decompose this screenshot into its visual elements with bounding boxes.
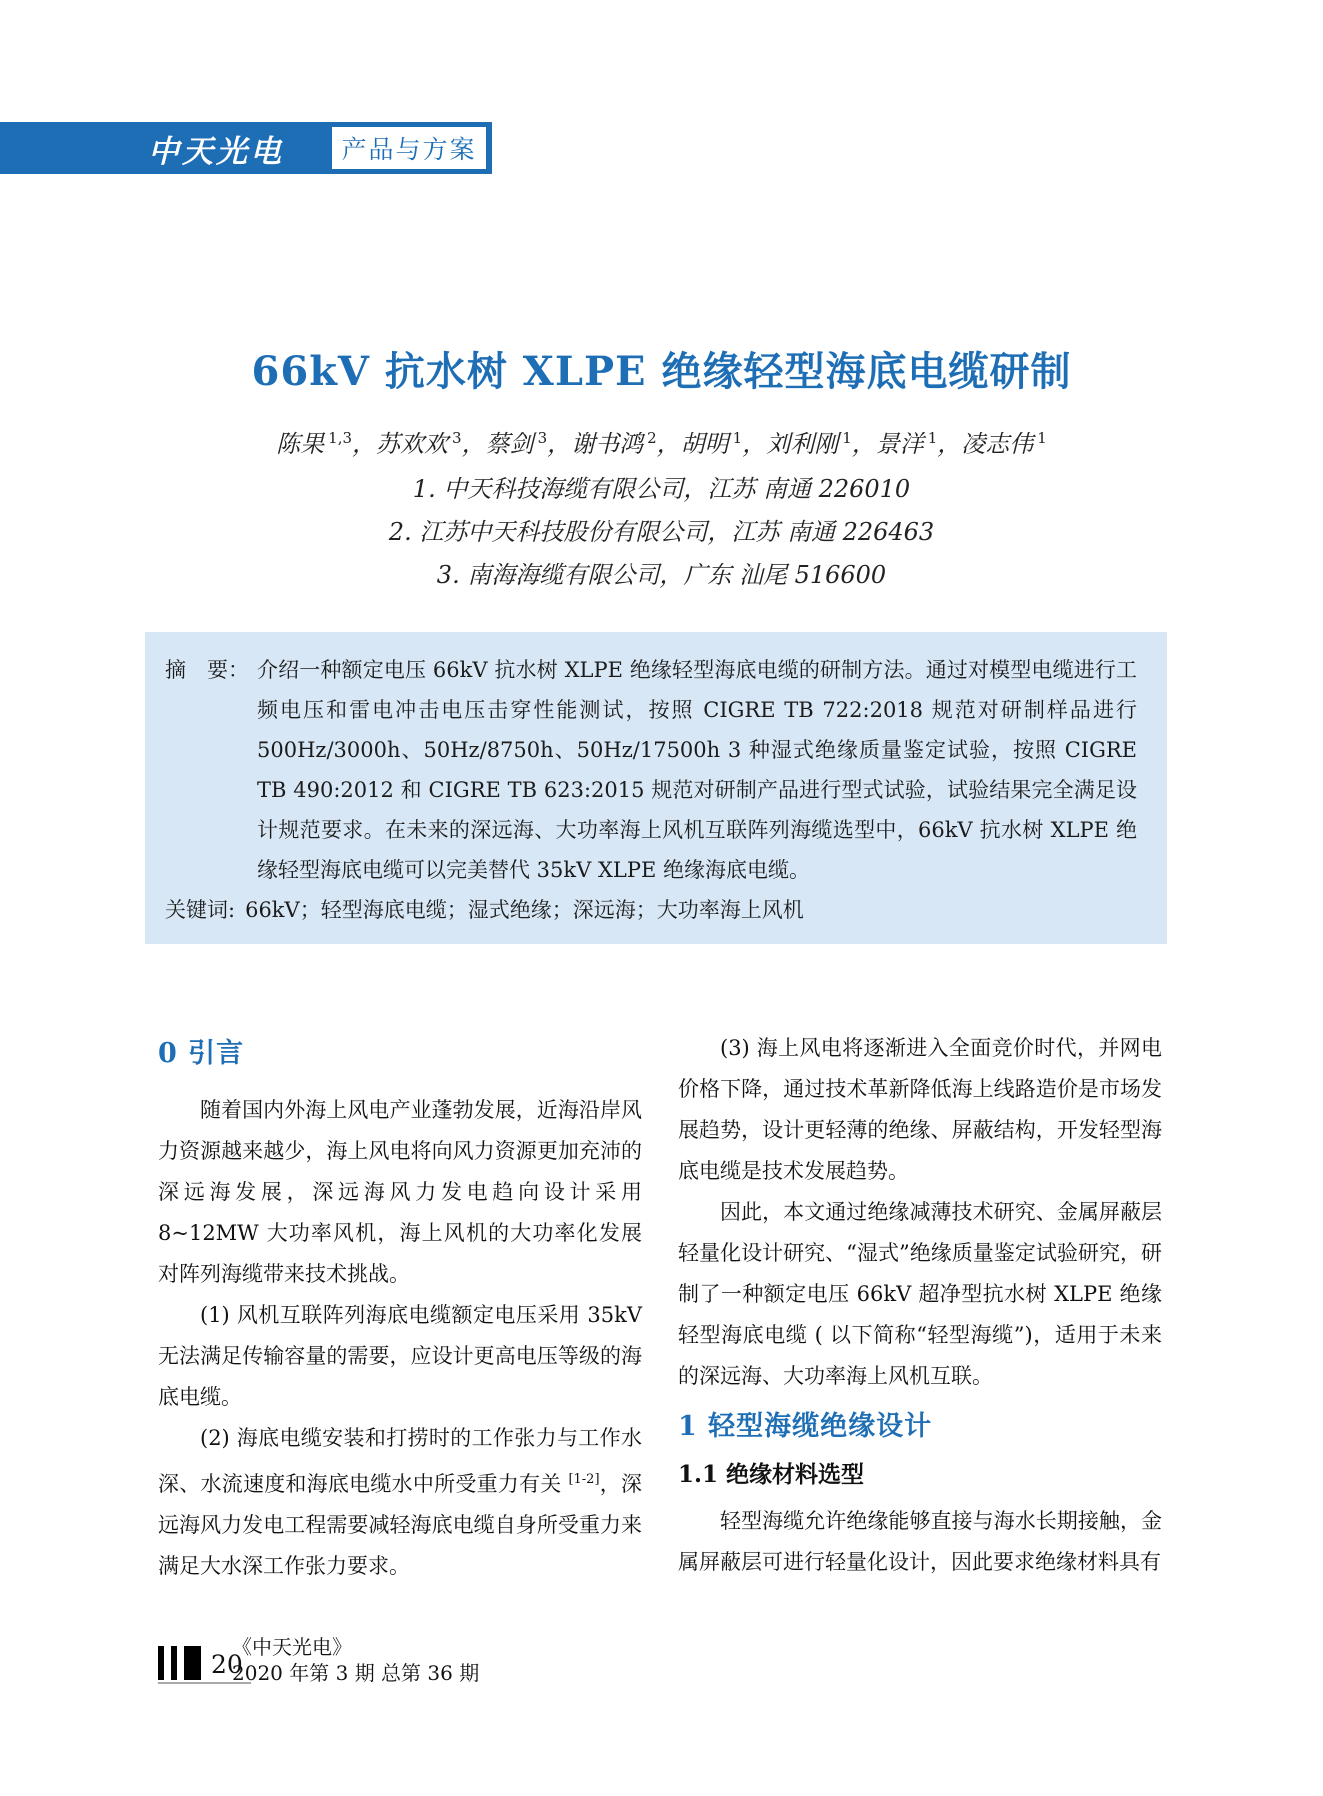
- author-superscript: 3: [452, 429, 462, 447]
- author-name: 蔡剑: [485, 430, 534, 458]
- paragraph: [158, 1418, 642, 1587]
- paragraph: 随着国内外海上风电产业蓬勃发展，近海沿岸风力资源越来越少，海上风电将向风力资源更加充沛的深远海发展，深远海风力发电趋向设计采用 8~12MW 大功率风机，海上风机的大功率化发展对阵列海缆带来技术挑战。: [158, 1098, 642, 1286]
- column-tab: 产品与方案: [332, 127, 486, 169]
- author-superscript: 3: [537, 429, 548, 447]
- author: [571, 430, 657, 458]
- author: [681, 430, 743, 458]
- affiliation-line: 2. 江苏中天科技股份有限公司，江苏 南通 226463: [388, 518, 935, 546]
- author: [486, 430, 548, 458]
- abstract-box: [145, 632, 1167, 944]
- affiliations: [0, 468, 1323, 597]
- paragraph: (1) 风机互联阵列海底电缆额定电压采用 35kV 无法满足传输容量的需要，应设计更高电压等级的海底电缆。: [158, 1303, 642, 1409]
- author: [376, 430, 462, 458]
- paragraph: (3) 海上风电将逐渐进入全面竞价时代，并网电价格下降，通过技术革新降低海上线路造价是市场发展趋势，设计更轻薄的绝缘、屏蔽结构，开发轻型海底电缆是技术发展趋势。: [678, 1036, 1162, 1183]
- author-name: 胡明: [680, 430, 729, 458]
- author-separator: ，: [656, 430, 681, 458]
- author-name: 景洋: [875, 430, 924, 458]
- author-separator: ，: [937, 430, 962, 458]
- section-heading-insulation-design: 1 轻型海缆绝缘设计: [678, 1411, 933, 1442]
- author-superscript: 1: [927, 429, 938, 447]
- author: [876, 430, 938, 458]
- authors-line: [0, 424, 1323, 459]
- author-name: 凌志伟: [961, 430, 1034, 458]
- author-separator: ，: [547, 430, 572, 458]
- author-separator: ，: [851, 430, 876, 458]
- paragraph-text: (2) 海底电缆安装和打捞时的工作张力与工作水深、水流速度和海底电缆水中所受重力有关: [158, 1426, 642, 1496]
- author-name: 谢书鸿: [571, 430, 644, 458]
- paragraph: 因此，本文通过绝缘减薄技术研究、金属屏蔽层轻量化设计研究、“湿式”绝缘质量鉴定试验研究，研制了一种额定电压 66kV 超净型抗水树 XLPE 绝缘轻型海底电缆 ( 以下简称“轻型海缆”)，适用于未来的深远海、大功率海上风机互联。: [678, 1200, 1162, 1388]
- page-number: 20: [211, 1650, 243, 1679]
- paragraph-text: ，深远海风力发电工程需要减轻海底电缆自身所受重力来满足大水深工作张力要求。: [158, 1472, 642, 1578]
- paragraph: 轻型海缆允许绝缘能够直接与海水长期接触，金属屏蔽层可进行轻量化设计，因此要求绝缘材料具有: [678, 1509, 1162, 1574]
- article-title: 66kV 抗水树 XLPE 绝缘轻型海底电缆研制: [251, 348, 1072, 395]
- issue-info: 2020 年第 3 期 总第 36 期: [232, 1661, 480, 1685]
- author-superscript: 1: [1037, 429, 1047, 447]
- abstract-text: 介绍一种额定电压 66kV 抗水树 XLPE 绝缘轻型海底电缆的研制方法。通过对模型电缆进行工频电压和雷电冲击电压击穿性能测试，按照 CIGRE TB 722:2018 规范对研制样品进行 500Hz/3000h、50Hz/8750h、50Hz/17500h 3 种湿式绝缘质量鉴定试验，按照 CIGRE TB 490:2012 和 CIGRE TB 623:2015 规范对研制产品进行型式试验，试验结果完全满足设计规范要求。在未来的深远海、大功率海上风机互联阵列海缆选型中，66kV 抗水树 XLPE 绝缘轻型海底电缆可以完美替代 35kV XLPE 绝缘海底电缆。: [257, 658, 1137, 882]
- subsection-heading-material-selection: 1.1 绝缘材料选型: [678, 1461, 865, 1488]
- keywords-text: 66kV；轻型海底电缆；湿式绝缘；深远海；大功率海上风机: [245, 898, 804, 922]
- author-separator: ，: [742, 430, 767, 458]
- author-superscript: 1,3: [328, 429, 353, 447]
- author-name: 刘利刚: [766, 430, 839, 458]
- footer-journal-info: [232, 1634, 479, 1686]
- citation-reference: [1-2]: [568, 1472, 600, 1487]
- zhongtian-logo: 中天光电: [148, 133, 284, 170]
- author-superscript: 2: [647, 429, 657, 447]
- affiliation-line: 3. 南海海缆有限公司，广东 汕尾 516600: [436, 561, 887, 589]
- author-superscript: 1: [842, 429, 852, 447]
- left-column: [158, 1032, 642, 1587]
- author: [961, 430, 1047, 458]
- journal-bars-icon: [158, 1646, 201, 1680]
- abstract-label: 摘 要：: [165, 658, 249, 682]
- author: [766, 430, 852, 458]
- keywords-label: 关键词:: [165, 898, 236, 922]
- journal-name: 《中天光电》: [232, 1635, 352, 1659]
- section-heading-introduction: 0 引言: [158, 1038, 245, 1069]
- author-separator: ，: [461, 430, 486, 458]
- affiliation-line: 1. 中天科技海缆有限公司，江苏 南通 226010: [412, 475, 911, 503]
- right-column: [678, 1028, 1162, 1583]
- author-superscript: 1: [732, 429, 743, 447]
- author-separator: ，: [352, 430, 377, 458]
- author-name: 苏欢欢: [376, 430, 449, 458]
- author: [276, 430, 352, 458]
- author-name: 陈果: [276, 430, 325, 458]
